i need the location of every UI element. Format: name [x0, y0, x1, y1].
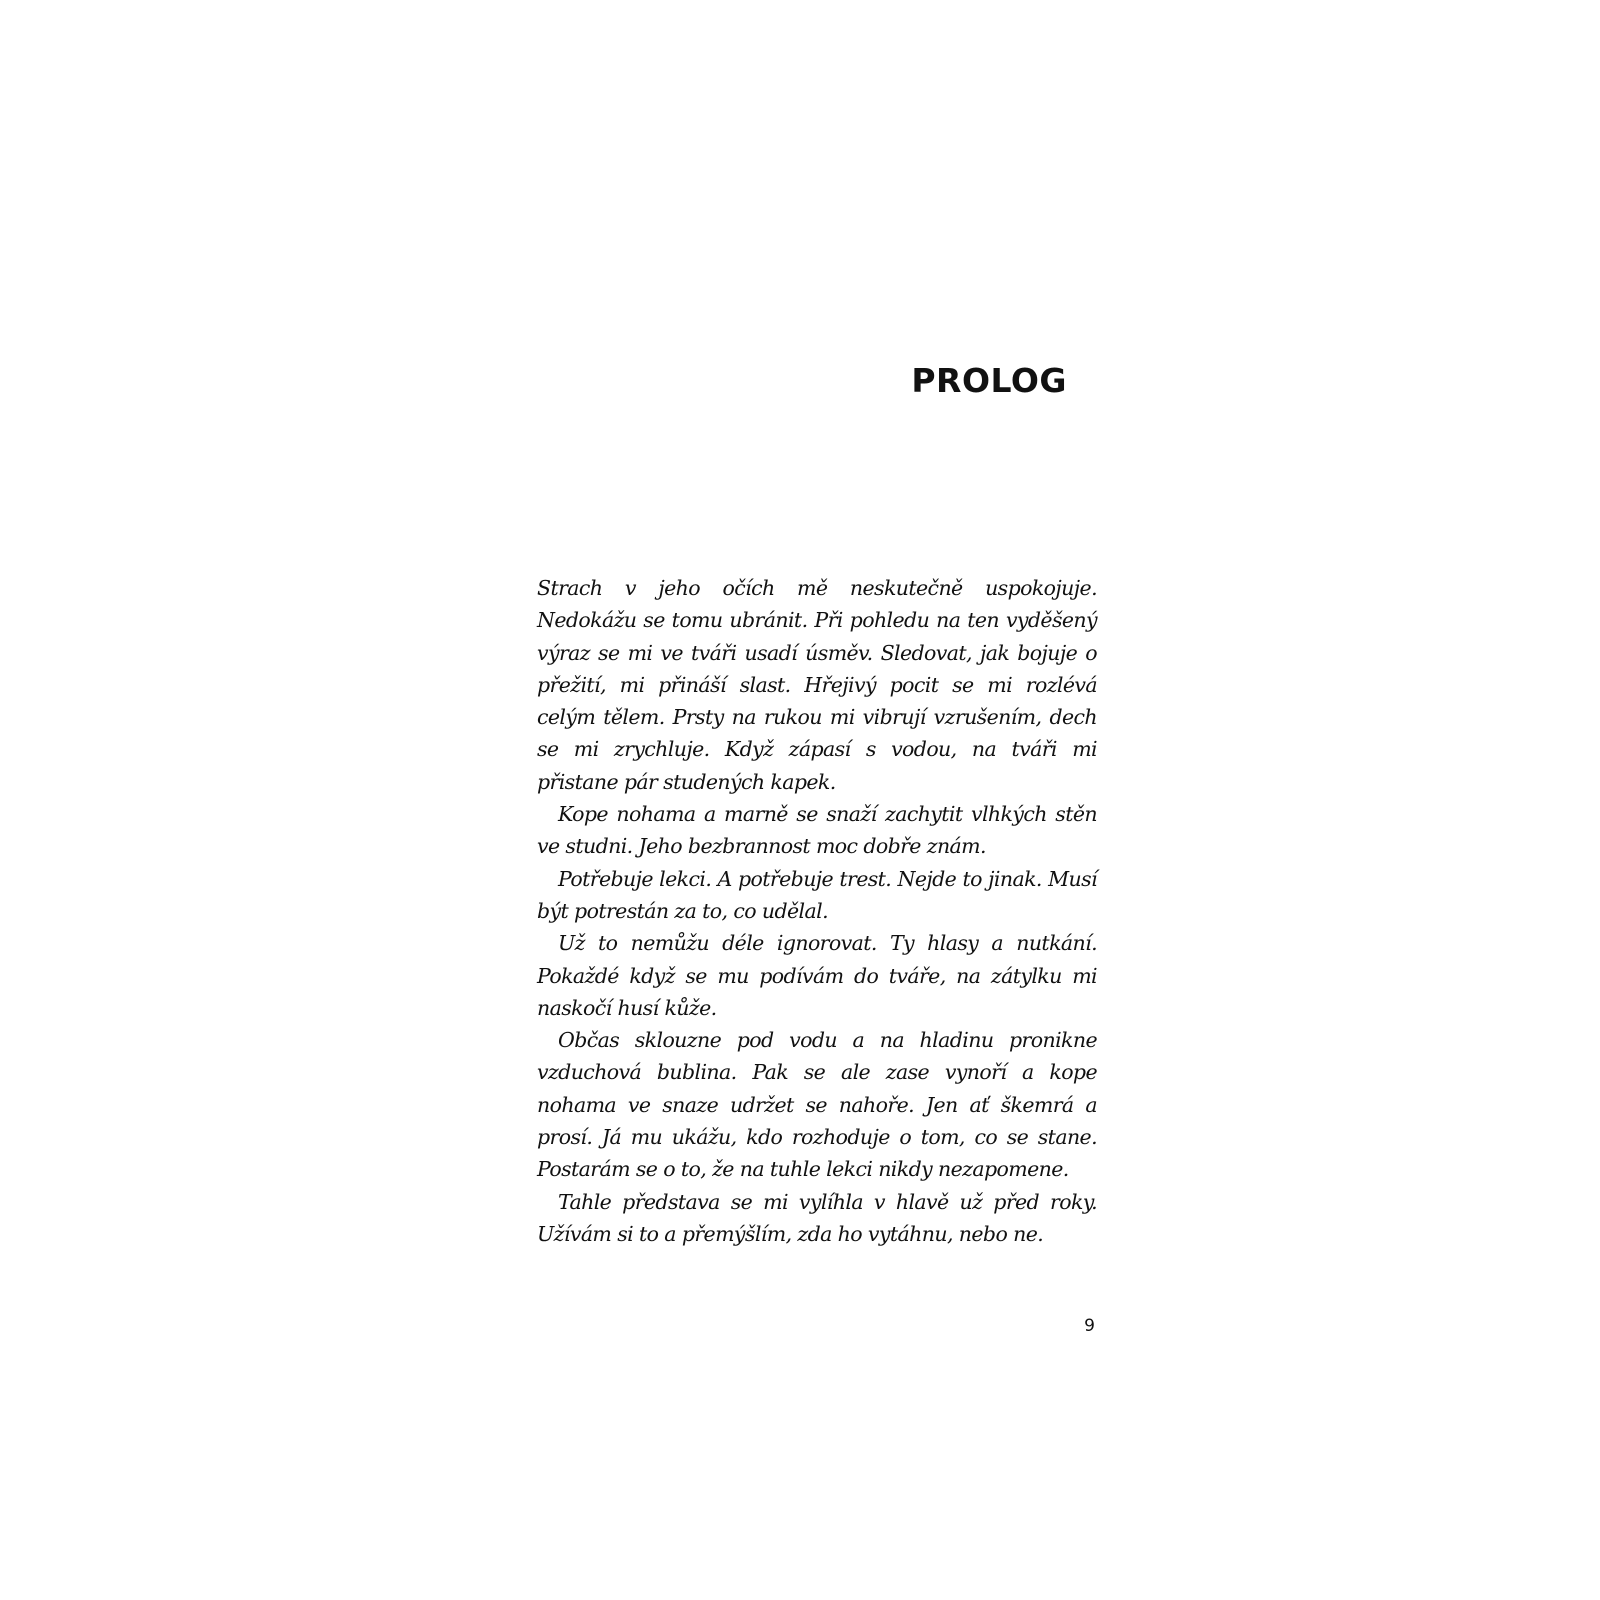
paragraph: Občas sklouzne pod vodu a na hladinu pronikne vzduchová bublina. Pak se ale zase vynoří a kope nohama ve snaze udržet se nahoře. Jen ať škemrá a prosí. Já mu ukážu, kdo rozhoduje o tom, co se stane. Postarám se o to, že na tuhle lekci nikdy nezapomene.: [537, 1028, 1097, 1182]
chapter-body: [537, 572, 1097, 1250]
paragraph: Kope nohama a marně se snaží zachytit vlhkých stěn ve studni. Jeho bezbrannost moc dobře znám.: [537, 802, 1097, 859]
paragraph: Strach v jeho očích mě neskutečně uspokojuje. Nedokážu se tomu ubránit. Při pohledu na ten vyděšený výraz se mi ve tváři usadí úsměv. Sledovat, jak bojuje o přežití, mi přináší slast. Hřejivý pocit se mi rozlévá celým tělem. Prsty na rukou mi vibrují vzrušením, dech se mi zrychluje. Když zápasí s vodou, na tváři mi přistane pár studených kapek.: [537, 576, 1097, 794]
paragraph: Už to nemůžu déle ignorovat. Ty hlasy a nutkání. Pokaždé když se mu podívám do tváře, na zátylku mi naskočí husí kůže.: [537, 931, 1097, 1020]
page-number: 9: [1084, 1316, 1095, 1336]
paragraph: Tahle představa se mi vylíhla v hlavě už před roky. Užívám si to a přemýšlím, zda ho vytáhnu, nebo ne.: [537, 1189, 1097, 1246]
chapter-title: PROLOG: [911, 361, 1067, 400]
paragraph: Potřebuje lekci. A potřebuje trest. Nejde to jinak. Musí být potrestán za to, co udělal.: [537, 866, 1097, 923]
